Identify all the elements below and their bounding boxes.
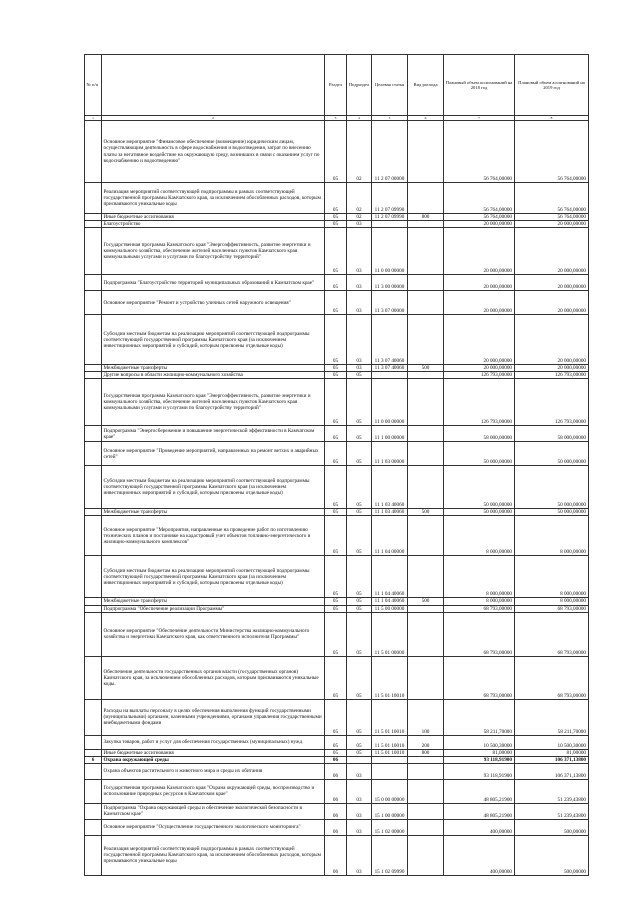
- budget-table: [84, 54, 589, 876]
- row-name: Охрана объектов растительного и животного мира и среды их обитания: [102, 763, 325, 779]
- table-row: [85, 466, 589, 509]
- row-podrazdel: 05: [347, 379, 372, 426]
- row-number: [85, 835, 102, 875]
- row-cel-statya: 11 2 07 09990: [372, 183, 408, 214]
- row-razdel: 05: [325, 598, 347, 605]
- row-number: [85, 214, 102, 221]
- row-vid-rashoda: [408, 291, 444, 315]
- row-amount-2018: 10 500,30000: [444, 735, 515, 749]
- row-number: [85, 735, 102, 749]
- row-amount-2018: 8 000,00000: [444, 556, 515, 598]
- row-cel-statya: 15 1 02 09990: [372, 835, 408, 875]
- row-name: Подпрограмма "Благоустройство территорий муниципальных образований в Камчатском крае": [102, 275, 325, 291]
- row-name: Субсидии местным бюджетам на реализацию мероприятий соответствующей подпрограммы соответствующей государственной программы Камчатского края (за исключением инвестиционных мероприятий и субсидий, которым присвоены отдельные коды): [102, 315, 325, 365]
- row-number: [85, 516, 102, 556]
- row-number: [85, 466, 102, 509]
- row-amount-2018: 93 118,91900: [444, 756, 515, 763]
- row-razdel: 05: [325, 612, 347, 656]
- row-amount-2018: 126 793,00000: [444, 379, 515, 426]
- row-number: [85, 442, 102, 466]
- table-row: [85, 756, 589, 763]
- table-row: [85, 835, 589, 875]
- row-amount-2018: 20 000,00000: [444, 365, 515, 372]
- row-razdel: 06: [325, 756, 347, 763]
- row-cel-statya: 11 5 01 10010: [372, 699, 408, 735]
- row-number: [85, 699, 102, 735]
- row-razdel: 05: [325, 509, 347, 516]
- row-cel-statya: 11 5 01 10010: [372, 735, 408, 749]
- row-amount-2018: 81,00000: [444, 749, 515, 756]
- row-name: Государственная программа Камчатского края "Энергоэффективность, развитие энергетики и коммунального хозяйства, обеспечение жителей населенных пунктов Камчатского края коммунальными услугами и услугами по благоустройству территорий": [102, 379, 325, 426]
- row-amount-2019: 50 000,00000: [515, 466, 589, 509]
- row-name: Субсидии местным бюджетам на реализацию мероприятий соответствующей подпрограммы соответствующей государственной программы Камчатского края (за исключением инвестиционных мероприятий и субсидий, которым присвоены отдельные коды): [102, 556, 325, 598]
- table-row: [85, 121, 589, 183]
- row-vid-rashoda: [408, 183, 444, 214]
- row-razdel: 05: [325, 605, 347, 612]
- row-amount-2019: 126 793,00000: [515, 372, 589, 379]
- row-number: [85, 275, 102, 291]
- row-amount-2018: 20 000,00000: [444, 228, 515, 275]
- table-row: [85, 183, 589, 214]
- row-name: Межбюджетные трансферты: [102, 509, 325, 516]
- row-podrazdel: [347, 756, 372, 763]
- row-amount-2018: 126 793,00000: [444, 372, 515, 379]
- row-name: Реализация мероприятий соответствующей подпрограммы в рамках соответствующей государственной программы Камчатского края, за исключением обособленных расходов, которым присваиваются уникальные коды: [102, 183, 325, 214]
- row-name: Государственная программа Камчатского края "Охрана окружающей среды, воспроизводство и использование природных ресурсов в Камчатском крае": [102, 779, 325, 803]
- row-vid-rashoda: [408, 315, 444, 365]
- table-row: [85, 598, 589, 605]
- row-amount-2019: 500,00000: [515, 835, 589, 875]
- row-amount-2019: 56 764,00000: [515, 121, 589, 183]
- row-number: [85, 612, 102, 656]
- table-row: [85, 656, 589, 699]
- row-vid-rashoda: [408, 379, 444, 426]
- column-index: 7: [444, 116, 515, 121]
- row-amount-2019: 56 764,00000: [515, 214, 589, 221]
- table-row: [85, 556, 589, 598]
- row-razdel: 05: [325, 315, 347, 365]
- row-amount-2018: 50 000,00000: [444, 442, 515, 466]
- row-name: Межбюджетные трансферты: [102, 598, 325, 605]
- row-cel-statya: 11 5 01 00000: [372, 612, 408, 656]
- row-razdel: 05: [325, 735, 347, 749]
- row-amount-2018: 93 118,91900: [444, 763, 515, 779]
- table-row: [85, 315, 589, 365]
- row-cel-statya: 11 3 07 40060: [372, 365, 408, 372]
- row-amount-2018: 68 793,00000: [444, 656, 515, 699]
- row-amount-2019: 58 211,70000: [515, 699, 589, 735]
- row-podrazdel: 05: [347, 749, 372, 756]
- row-amount-2019: 51 239,43800: [515, 779, 589, 803]
- row-vid-rashoda: 800: [408, 749, 444, 756]
- row-vid-rashoda: 500: [408, 365, 444, 372]
- row-amount-2019: 8 000,00000: [515, 598, 589, 605]
- row-podrazdel: 05: [347, 612, 372, 656]
- row-vid-rashoda: [408, 372, 444, 379]
- row-razdel: 05: [325, 291, 347, 315]
- row-amount-2018: 20 000,00000: [444, 221, 515, 228]
- table-row: [85, 291, 589, 315]
- row-cel-statya: [372, 763, 408, 779]
- row-vid-rashoda: [408, 756, 444, 763]
- table-row: [85, 735, 589, 749]
- row-name: Подпрограмма "Обеспечение реализации Программы": [102, 605, 325, 612]
- row-number: [85, 803, 102, 819]
- header-cel-statya: Целевая статья: [372, 55, 408, 116]
- row-name: Межбюджетные трансферты: [102, 365, 325, 372]
- row-name: Обеспечение деятельности государственных органов власти (государственных органов) Камчатского края, за исключением обособленных расходов, которым присваиваются уникальные коды.: [102, 656, 325, 699]
- row-podrazdel: 05: [347, 656, 372, 699]
- row-razdel: 05: [325, 749, 347, 756]
- row-name: Закупка товаров, работ и услуг для обеспечения государственных (муниципальных) нужд: [102, 735, 325, 749]
- row-name: Иные бюджетные ассигнования: [102, 749, 325, 756]
- column-index: 2: [102, 116, 325, 121]
- row-podrazdel: 03: [347, 275, 372, 291]
- row-cel-statya: 11 0 00 00000: [372, 379, 408, 426]
- row-razdel: 05: [325, 214, 347, 221]
- row-amount-2018: 400,00000: [444, 835, 515, 875]
- row-podrazdel: 05: [347, 466, 372, 509]
- column-index: 6: [408, 116, 444, 121]
- row-razdel: 05: [325, 183, 347, 214]
- row-amount-2019: 8 000,00000: [515, 556, 589, 598]
- row-amount-2019: 20 000,00000: [515, 275, 589, 291]
- row-name: Основное мероприятие "Финансовое обеспечение (возмещение) юридическим лицам, осуществляющим деятельность в сфере водоснабжения и водоотведения, затрат по внесению платы за негативное воздействие на окружающую среду, возникших в связи с оказанием услуг по водоснабжению и водоотведению": [102, 121, 325, 183]
- row-razdel: 06: [325, 763, 347, 779]
- row-amount-2019: 20 000,00000: [515, 291, 589, 315]
- row-cel-statya: 11 1 04 40060: [372, 598, 408, 605]
- row-number: [85, 291, 102, 315]
- row-amount-2018: 8 000,00000: [444, 598, 515, 605]
- row-number: [85, 315, 102, 365]
- row-amount-2019: 126 793,00000: [515, 379, 589, 426]
- row-cel-statya: 11 2 07 09990: [372, 214, 408, 221]
- row-vid-rashoda: 800: [408, 214, 444, 221]
- row-name: Благоустройство: [102, 221, 325, 228]
- row-amount-2018: 58 211,70000: [444, 699, 515, 735]
- row-podrazdel: 02: [347, 121, 372, 183]
- row-vid-rashoda: [408, 803, 444, 819]
- row-podrazdel: 02: [347, 183, 372, 214]
- row-number: [85, 426, 102, 442]
- column-index: 1: [85, 116, 102, 121]
- table-row: [85, 379, 589, 426]
- header-vid-rashoda: Вид расхода: [408, 55, 444, 116]
- row-podrazdel: 05: [347, 598, 372, 605]
- row-podrazdel: 03: [347, 763, 372, 779]
- row-vid-rashoda: [408, 605, 444, 612]
- row-vid-rashoda: [408, 819, 444, 835]
- row-amount-2018: 8 000,00000: [444, 516, 515, 556]
- table-row: [85, 228, 589, 275]
- row-amount-2019: 20 000,00000: [515, 315, 589, 365]
- row-name: Основное мероприятие "Мероприятия, направленные на проведение работ по изготовлению технических планов и постановке на кадастровый учет объектов топливно-энергетического и жилищно-коммунального комплексов": [102, 516, 325, 556]
- row-amount-2018: 48 805,21900: [444, 803, 515, 819]
- row-razdel: 05: [325, 426, 347, 442]
- row-number: [85, 228, 102, 275]
- row-name: Другие вопросы в области жилищно-коммунального хозяйства: [102, 372, 325, 379]
- row-podrazdel: 05: [347, 699, 372, 735]
- row-vid-rashoda: [408, 121, 444, 183]
- row-cel-statya: 11 1 03 00000: [372, 442, 408, 466]
- row-cel-statya: 11 1 00 00000: [372, 426, 408, 442]
- row-number: [85, 221, 102, 228]
- table-row: [85, 442, 589, 466]
- row-cel-statya: 11 5 01 10010: [372, 656, 408, 699]
- row-podrazdel: 03: [347, 291, 372, 315]
- row-amount-2019: 50 000,00000: [515, 509, 589, 516]
- row-number: [85, 365, 102, 372]
- row-podrazdel: 05: [347, 735, 372, 749]
- row-podrazdel: 03: [347, 228, 372, 275]
- row-vid-rashoda: [408, 779, 444, 803]
- row-amount-2019: 10 500,30000: [515, 735, 589, 749]
- row-name: Государственная программа Камчатского края "Энергоэффективность, развитие энергетики и коммунального хозяйства, обеспечение жителей населенных пунктов Камчатского края коммунальными услугами и услугами по благоустройству территорий": [102, 228, 325, 275]
- row-amount-2019: 81,00000: [515, 749, 589, 756]
- row-vid-rashoda: 200: [408, 735, 444, 749]
- row-name: Иные бюджетные ассигнования: [102, 214, 325, 221]
- row-razdel: 06: [325, 779, 347, 803]
- row-amount-2018: 50 000,00000: [444, 466, 515, 509]
- row-cel-statya: 11 3 00 00000: [372, 275, 408, 291]
- row-cel-statya: [372, 756, 408, 763]
- row-razdel: 05: [325, 228, 347, 275]
- table-row: [85, 509, 589, 516]
- row-cel-statya: 15 0 00 00000: [372, 779, 408, 803]
- row-amount-2018: 20 000,00000: [444, 315, 515, 365]
- row-amount-2019: 106 371,13800: [515, 756, 589, 763]
- row-cel-statya: 11 2 07 00000: [372, 121, 408, 183]
- row-number: [85, 656, 102, 699]
- table-row: [85, 779, 589, 803]
- column-index: 8: [515, 116, 589, 121]
- row-cel-statya: 11 5 01 10010: [372, 749, 408, 756]
- row-podrazdel: 03: [347, 819, 372, 835]
- row-cel-statya: 11 1 03 40060: [372, 509, 408, 516]
- row-podrazdel: 03: [347, 779, 372, 803]
- row-razdel: 06: [325, 819, 347, 835]
- row-name: Основное мероприятие "Ремонт и устройство уличных сетей наружного освещения": [102, 291, 325, 315]
- row-amount-2018: 58 000,00000: [444, 426, 515, 442]
- row-razdel: 05: [325, 516, 347, 556]
- row-cel-statya: 11 1 04 00000: [372, 516, 408, 556]
- table-body: [85, 121, 589, 876]
- row-amount-2019: 50 000,00000: [515, 442, 589, 466]
- table-row: [85, 699, 589, 735]
- row-number: 6: [85, 756, 102, 763]
- row-cel-statya: 11 0 00 00000: [372, 228, 408, 275]
- row-number: [85, 598, 102, 605]
- table-row: [85, 275, 589, 291]
- row-razdel: 05: [325, 699, 347, 735]
- row-amount-2018: 50 000,00000: [444, 509, 515, 516]
- row-vid-rashoda: [408, 763, 444, 779]
- row-podrazdel: 03: [347, 221, 372, 228]
- row-podrazdel: 05: [347, 516, 372, 556]
- row-razdel: 05: [325, 466, 347, 509]
- table-row: [85, 819, 589, 835]
- row-amount-2018: 20 000,00000: [444, 275, 515, 291]
- row-name: Основное мероприятие "Осуществление государственного экологического мониторинга": [102, 819, 325, 835]
- row-number: [85, 509, 102, 516]
- row-name: Субсидии местным бюджетам на реализацию мероприятий соответствующей подпрограммы соответствующей государственной программы Камчатского края (за исключением инвестиционных мероприятий и субсидий, которым присвоены отдельные коды): [102, 466, 325, 509]
- header-2019: Плановый объем ассигнований на 2019 год: [515, 55, 589, 116]
- row-name: Подпрограмма "Охрана окружающей среды и обеспечение экологической безопасности в Камчатском крае": [102, 803, 325, 819]
- row-amount-2018: 56 764,00000: [444, 183, 515, 214]
- row-razdel: 05: [325, 221, 347, 228]
- row-amount-2018: 56 764,00000: [444, 214, 515, 221]
- row-razdel: 06: [325, 835, 347, 875]
- row-vid-rashoda: 500: [408, 509, 444, 516]
- row-cel-statya: [372, 372, 408, 379]
- header-podrazdel: Подраздел: [347, 55, 372, 116]
- row-number: [85, 819, 102, 835]
- row-amount-2018: 68 793,00000: [444, 605, 515, 612]
- table-row: [85, 372, 589, 379]
- row-amount-2018: 68 793,00000: [444, 612, 515, 656]
- row-razdel: 05: [325, 372, 347, 379]
- row-podrazdel: 03: [347, 803, 372, 819]
- row-name: Расходы на выплаты персоналу в целях обеспечения выполнения функций государственными (муниципальными) органами, казенными учреждениями, органами управления государственными внебюджетными фондами: [102, 699, 325, 735]
- row-cel-statya: 11 3 07 00000: [372, 291, 408, 315]
- row-number: [85, 379, 102, 426]
- row-amount-2019: 20 000,00000: [515, 228, 589, 275]
- row-amount-2019: 8 000,00000: [515, 516, 589, 556]
- row-vid-rashoda: 100: [408, 699, 444, 735]
- row-amount-2018: 56 764,00000: [444, 121, 515, 183]
- row-vid-rashoda: [408, 612, 444, 656]
- table-row: [85, 426, 589, 442]
- row-podrazdel: 03: [347, 315, 372, 365]
- header-num: № п/п: [85, 55, 102, 116]
- row-amount-2019: 51 239,43800: [515, 803, 589, 819]
- column-index: 4: [347, 116, 372, 121]
- table-row: [85, 365, 589, 372]
- row-podrazdel: 05: [347, 509, 372, 516]
- row-amount-2019: 68 793,00000: [515, 605, 589, 612]
- row-cel-statya: [372, 221, 408, 228]
- row-cel-statya: 11 3 07 40060: [372, 315, 408, 365]
- row-cel-statya: 11 1 04 40060: [372, 556, 408, 598]
- column-index: 3: [325, 116, 347, 121]
- row-number: [85, 556, 102, 598]
- row-podrazdel: 05: [347, 556, 372, 598]
- row-amount-2019: 20 000,00000: [515, 221, 589, 228]
- row-amount-2019: 106 371,13800: [515, 763, 589, 779]
- table-row: [85, 803, 589, 819]
- table-row: [85, 612, 589, 656]
- row-name: Охрана окружающей среды: [102, 756, 325, 763]
- row-vid-rashoda: [408, 442, 444, 466]
- row-razdel: 05: [325, 442, 347, 466]
- row-razdel: 05: [325, 365, 347, 372]
- row-number: [85, 372, 102, 379]
- row-number: [85, 779, 102, 803]
- table-row: [85, 749, 589, 756]
- row-amount-2019: 58 000,00000: [515, 426, 589, 442]
- row-amount-2019: 68 793,00000: [515, 656, 589, 699]
- row-vid-rashoda: [408, 221, 444, 228]
- table-header: [85, 55, 589, 116]
- column-index: 5: [372, 116, 408, 121]
- row-razdel: 05: [325, 121, 347, 183]
- table-row: [85, 763, 589, 779]
- row-cel-statya: 11 5 00 00000: [372, 605, 408, 612]
- row-razdel: 05: [325, 275, 347, 291]
- row-vid-rashoda: [408, 228, 444, 275]
- header-2018: Плановый объем ассигнований на 2018 год: [444, 55, 515, 116]
- row-razdel: 05: [325, 379, 347, 426]
- row-name: Основное мероприятие "Обеспечение деятельности Министерства жилищно-коммунального хозяйства и энергетики Камчатского края, как ответственного исполнителя Программы": [102, 612, 325, 656]
- row-number: [85, 605, 102, 612]
- header-name: [102, 55, 325, 116]
- table-row: [85, 516, 589, 556]
- row-podrazdel: 05: [347, 372, 372, 379]
- row-vid-rashoda: [408, 835, 444, 875]
- row-amount-2019: 20 000,00000: [515, 365, 589, 372]
- row-razdel: 06: [325, 803, 347, 819]
- row-podrazdel: 05: [347, 605, 372, 612]
- row-podrazdel: 05: [347, 442, 372, 466]
- row-number: [85, 121, 102, 183]
- table-row: [85, 221, 589, 228]
- row-podrazdel: 03: [347, 835, 372, 875]
- table-row: [85, 214, 589, 221]
- row-name: Подпрограмма "Энергосбережение и повышение энергетической эффективности в Камчатском крае": [102, 426, 325, 442]
- header-razdel: Раздел: [325, 55, 347, 116]
- row-amount-2019: 56 764,00000: [515, 183, 589, 214]
- row-amount-2019: 500,00000: [515, 819, 589, 835]
- row-podrazdel: 05: [347, 426, 372, 442]
- row-cel-statya: 15 1 02 00000: [372, 819, 408, 835]
- row-podrazdel: 02: [347, 214, 372, 221]
- row-vid-rashoda: [408, 556, 444, 598]
- row-amount-2018: 20 000,00000: [444, 291, 515, 315]
- row-vid-rashoda: [408, 426, 444, 442]
- row-vid-rashoda: [408, 516, 444, 556]
- row-number: [85, 763, 102, 779]
- row-cel-statya: 11 1 03 40060: [372, 466, 408, 509]
- row-number: [85, 183, 102, 214]
- row-name: Реализация мероприятий соответствующей подпрограммы в рамках соответствующей государственной программы Камчатского края, за исключением обособленных расходов, которым присваиваются уникальные коды: [102, 835, 325, 875]
- row-vid-rashoda: 500: [408, 598, 444, 605]
- row-podrazdel: 03: [347, 365, 372, 372]
- row-vid-rashoda: [408, 275, 444, 291]
- row-name: Основное мероприятие "Проведение мероприятий, направленных на ремонт ветхих и аварийных сетей": [102, 442, 325, 466]
- budget-table-page: [84, 54, 588, 876]
- row-cel-statya: 15 1 00 00000: [372, 803, 408, 819]
- row-amount-2018: 400,00000: [444, 819, 515, 835]
- row-razdel: 05: [325, 656, 347, 699]
- row-amount-2018: 48 805,21900: [444, 779, 515, 803]
- row-vid-rashoda: [408, 466, 444, 509]
- row-number: [85, 749, 102, 756]
- row-amount-2019: 68 793,00000: [515, 612, 589, 656]
- row-razdel: 05: [325, 556, 347, 598]
- row-vid-rashoda: [408, 656, 444, 699]
- table-row: [85, 605, 589, 612]
